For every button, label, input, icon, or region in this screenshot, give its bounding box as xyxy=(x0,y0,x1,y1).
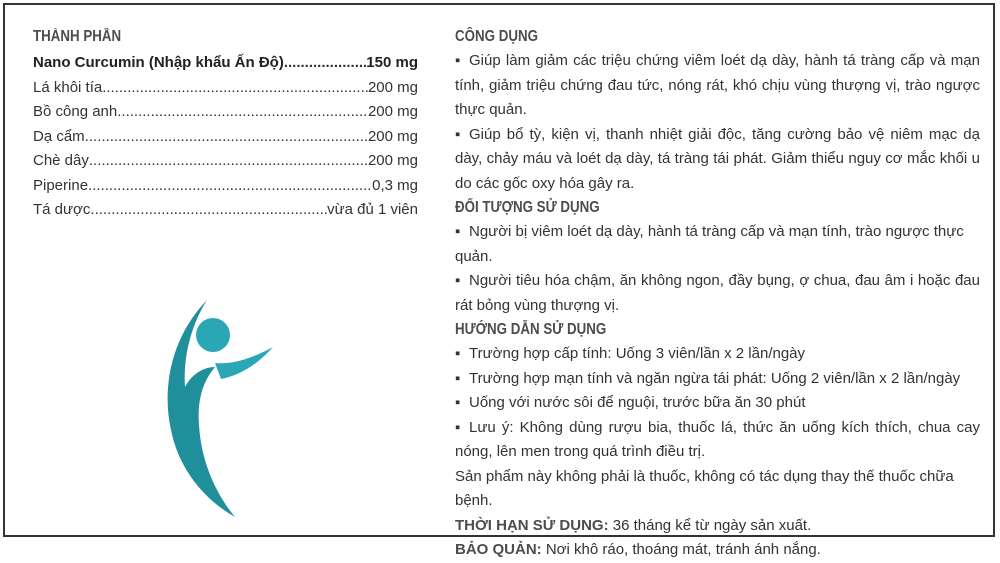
ingredients-section xyxy=(33,25,418,223)
uses-title: CÔNG DỤNG xyxy=(455,28,538,45)
ingredient-row xyxy=(33,125,418,150)
ingredients-title: THÀNH PHẦN xyxy=(33,28,122,45)
logo-arm-right xyxy=(215,347,273,379)
usage-item xyxy=(455,342,980,367)
target-item xyxy=(455,220,980,269)
disclaimer: Sản phẩm này không phải là thuốc, không có tác dụng thay thế thuốc chữa bệnh. xyxy=(455,467,954,509)
ingredient-row xyxy=(33,174,418,199)
uses-text: Giúp làm giảm các triệu chứng viêm loét dạ dày, hành tá tràng cấp và mạn tính, giảm triệu chứng đau tức, nóng rát, khó chịu vùng thượng vị, trào ngược thực quản. xyxy=(455,52,980,118)
bullet-icon: ▪ xyxy=(455,272,461,289)
dot-leader xyxy=(117,100,368,125)
shelf-life-label: THỜI HẠN SỬ DỤNG: xyxy=(455,516,609,534)
ingredient-name: Dạ cẩm xyxy=(33,127,85,145)
ingredient-name: Piperine xyxy=(33,176,89,194)
bullet-icon: ▪ xyxy=(455,52,461,69)
uses-item xyxy=(455,49,980,123)
usage-text: Lưu ý: Không dùng rượu bia, thuốc lá, thức ăn uống kích thích, chua cay nóng, lên men trong quá trình điều trị. xyxy=(455,418,980,460)
bullet-icon: ▪ xyxy=(455,345,461,362)
usage-item xyxy=(455,416,980,465)
ingredient-amount: 200 mg xyxy=(367,78,418,96)
ingredient-row xyxy=(33,100,418,125)
ingredient-row xyxy=(33,76,418,101)
shelf-life-value: 36 tháng kể từ ngày sản xuất. xyxy=(608,516,812,534)
info-section xyxy=(455,25,980,563)
ingredient-amount: 200 mg xyxy=(367,103,418,120)
target-title: ĐỐI TƯỢNG SỬ DỤNG xyxy=(455,199,600,216)
usage-title: HƯỚNG DẪN SỬ DỤNG xyxy=(455,321,607,338)
storage-label: BẢO QUẢN: xyxy=(455,541,542,558)
ingredient-row xyxy=(33,149,418,174)
bullet-icon: ▪ xyxy=(455,223,461,240)
bullet-icon: ▪ xyxy=(455,125,461,143)
shelf-life xyxy=(455,514,980,539)
usage-item xyxy=(455,391,980,416)
logo-head xyxy=(196,318,230,352)
target-item xyxy=(455,269,980,318)
ingredient-amount: 200 mg xyxy=(367,127,418,145)
bullet-icon: ▪ xyxy=(455,418,461,436)
ingredient-row xyxy=(33,51,418,76)
ingredient-amount: 0,3 mg xyxy=(372,176,418,194)
dot-leader xyxy=(90,198,327,223)
uses-item xyxy=(455,123,980,197)
ingredient-name: Bồ công anh xyxy=(33,103,118,120)
usage-text: Trường hợp mạn tính và ngăn ngừa tái phát: Uống 2 viên/lần x 2 lần/ngày xyxy=(469,369,961,387)
bullet-icon: ▪ xyxy=(455,369,461,387)
ingredient-amount: vừa đủ 1 viên xyxy=(327,201,418,218)
dot-leader xyxy=(88,174,372,199)
usage-text: Uống với nước sôi để nguội, trước bữa ăn 30 phút xyxy=(469,394,806,411)
dot-leader xyxy=(85,125,368,150)
ingredient-name: Chè dây xyxy=(33,152,89,169)
label-panel xyxy=(3,3,995,558)
target-text: Người tiêu hóa chậm, ăn không ngon, đầy bụng, ợ chua, đau âm i hoặc đau rát bỏng vùng thượng vị. xyxy=(455,272,980,314)
ingredient-amount: 150 mg xyxy=(366,54,418,71)
ingredient-row xyxy=(33,198,418,223)
dot-leader xyxy=(89,149,368,174)
usage-item xyxy=(455,367,980,392)
bullet-icon: ▪ xyxy=(455,394,461,411)
storage-value: Nơi khô ráo, thoáng mát, tránh ánh nắng. xyxy=(541,541,821,558)
dot-leader xyxy=(102,76,368,101)
human-figure-logo-icon xyxy=(163,295,275,520)
dot-leader xyxy=(284,51,366,76)
ingredient-name: Nano Curcumin (Nhập khẩu Ấn Độ) xyxy=(33,54,284,71)
ingredient-name: Tá dược xyxy=(33,201,91,218)
usage-text: Trường hợp cấp tính: Uống 3 viên/lần x 2 lần/ngày xyxy=(469,345,806,362)
target-text: Người bị viêm loét dạ dày, hành tá tràng cấp và mạn tính, trào ngược thực quản. xyxy=(455,223,964,265)
ingredient-amount: 200 mg xyxy=(367,152,418,169)
ingredient-name: Lá khôi tía xyxy=(33,78,103,96)
uses-text: Giúp bổ tỳ, kiện vị, thanh nhiệt giải độc, tăng cường bảo vệ niêm mạc dạ dày, chảy máu và loét dạ dày, tá tràng tái phát. Giảm thiểu nguy cơ mắc khối u do các gốc oxy hóa gây ra. xyxy=(455,125,980,192)
